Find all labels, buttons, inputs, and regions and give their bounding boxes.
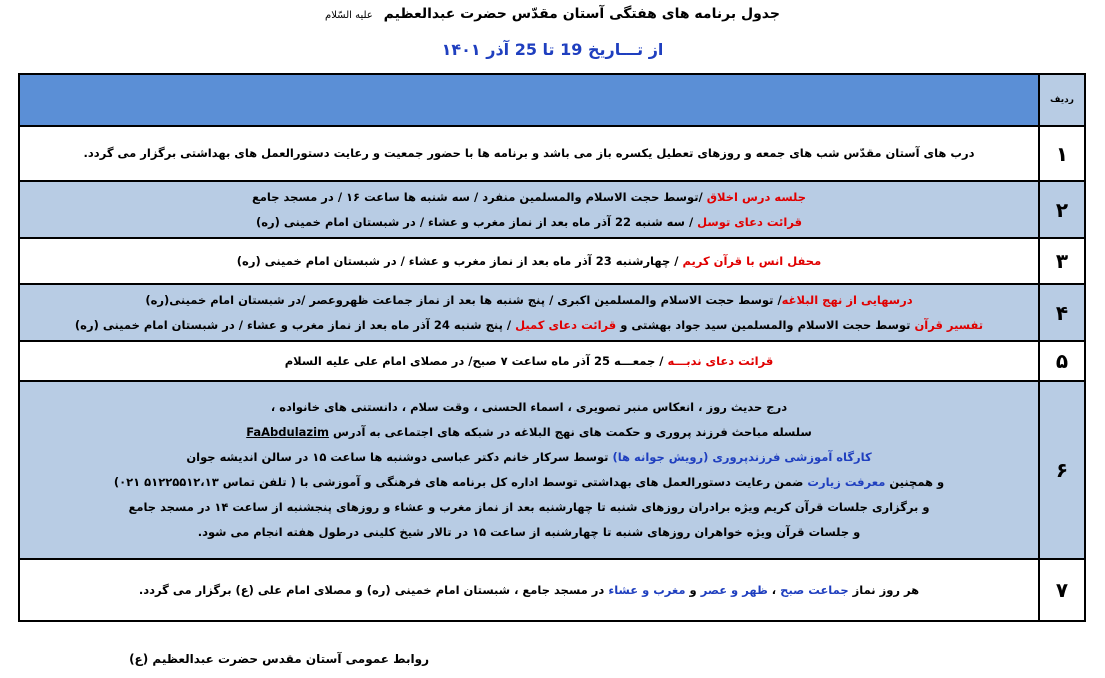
- date-range: از تـــاریخ 19 تا 25 آذر ۱۴۰۱: [441, 40, 664, 59]
- title-suffix: علیه السّلام: [325, 10, 373, 21]
- text-segment: ظهر و عصر: [700, 582, 768, 597]
- row-line: [20, 141, 1038, 166]
- text-segment: تفسیر قرآن: [914, 317, 984, 332]
- text-segment: کارگاه آموزشی فرزندپروری (رویش جوانه ها): [612, 450, 872, 464]
- row-content: [19, 238, 1039, 284]
- text-segment: جلسه درس اخلاق: [706, 189, 807, 204]
- text-segment: FaAbdulazim: [246, 425, 330, 439]
- row-number: ۶: [1039, 381, 1085, 559]
- row-line: [20, 395, 1038, 420]
- row-number: ۴: [1039, 284, 1085, 341]
- row-content: [19, 181, 1039, 238]
- text-segment: / پنج شنبه 24 آذر ماه بعد از نماز مغرب و عشاء / در شبستان امام خمینی (ره): [74, 317, 516, 332]
- footer-credit: روابط عمومی آستان مقدس حضرت عبدالعظیم (ع): [129, 652, 429, 666]
- table-row: [19, 381, 1085, 559]
- row-number: ۷: [1039, 559, 1085, 621]
- text-segment: ضمن رعایت دستورالعمل های بهداشتی توسط اداره کل برنامه های فرهنگی و آموزشی با ( تلفن تماس ۵۱۲۲۵۵۱۲،۱۳ ۰۲۱): [113, 475, 808, 489]
- text-segment: ،: [767, 582, 781, 597]
- text-segment: توسط سرکار خانم دکتر عباسی دوشنبه ها ساعت ۱۵ در سالن اندیشه جوان: [186, 450, 613, 464]
- row-line: [20, 578, 1038, 603]
- row-line: [20, 249, 1038, 274]
- schedule-table: [18, 73, 1086, 622]
- page-title: [0, 6, 1105, 22]
- row-content: [19, 381, 1039, 559]
- row-line: [20, 313, 1038, 338]
- row-number: ۲: [1039, 181, 1085, 238]
- row-content: [19, 559, 1039, 621]
- row-line: [20, 349, 1038, 374]
- text-segment: در مسجد جامع ، شبستان امام خمینی (ره) و مصلای امام علی (ع) برگزار می گردد.: [138, 582, 609, 597]
- text-segment: قرائت دعای توسل: [697, 214, 802, 229]
- row-line: [20, 185, 1038, 210]
- text-segment: درج حدیث روز ، انعکاس منبر تصویری ، اسماء الحسنی ، وقت سلام ، دانستنی های خانواده ،: [270, 400, 788, 414]
- text-segment: / توسط حجت الاسلام والمسلمین اکبری / پنج شنبه ها بعد از نماز جماعت ظهروعصر /در شبستان امام خمینی(ره): [145, 292, 782, 307]
- text-segment: سلسله مباحث فرزند پروری و حکمت های نهج البلاغه در شبکه های اجتماعی به آدرس: [329, 425, 812, 439]
- row-line: [20, 420, 1038, 445]
- text-segment: توسط حجت الاسلام والمسلمین سید جواد بهشتی و: [616, 317, 915, 332]
- text-segment: مغرب و عشاء: [608, 582, 686, 597]
- row-content: [19, 341, 1039, 381]
- text-segment: محفل انس با قرآن کریم: [682, 253, 822, 268]
- text-segment: / جمعـــه 25 آذر ماه ساعت ۷ صبح/ در مصلای امام علی علیه السلام: [284, 353, 668, 368]
- text-segment: و همچنین: [885, 475, 945, 489]
- row-line: [20, 445, 1038, 470]
- text-segment: قرائت دعای کمیل: [515, 317, 617, 332]
- table-row: [19, 559, 1085, 621]
- text-segment: / سه شنبه 22 آذر ماه بعد از نماز مغرب و عشاء / در شبستان امام خمینی (ره): [256, 214, 698, 229]
- text-segment: قرائت دعای ندبـــه: [667, 353, 774, 368]
- text-segment: / چهارشنبه 23 آذر ماه بعد از نماز مغرب و عشاء / در شبستان امام خمینی (ره): [236, 253, 683, 268]
- row-number: ۵: [1039, 341, 1085, 381]
- title-text: جدول برنامه های هفتگی آستان مقدّس حضرت عبدالعظیم: [383, 6, 780, 22]
- row-line: [20, 288, 1038, 313]
- text-segment: درب های آستان مقدّس شب های جمعه و روزهای تعطیل یکسره باز می باشد و برنامه ها با حضور جمعیت و رعایت دستورالعمل های بهداشتی برگزار می گردد.: [83, 146, 975, 160]
- text-segment: درسهایی از نهج البلاغه: [781, 292, 913, 307]
- row-number: ۱: [1039, 126, 1085, 181]
- table-row: [19, 341, 1085, 381]
- row-content: [19, 284, 1039, 341]
- text-segment: و: [685, 582, 701, 597]
- row-line: [20, 495, 1038, 520]
- row-line: [20, 470, 1038, 495]
- table-row: [19, 238, 1085, 284]
- text-segment: و جلسات قرآن ویژه خواهران روزهای شنبه تا چهارشنبه از ساعت ۱۵ در تالار شیخ کلینی درطول هفته انجام می شود.: [197, 525, 861, 539]
- header-bar: [19, 74, 1039, 126]
- text-segment: و برگزاری جلسات قرآن کریم ویژه برادران روزهای شنبه تا چهارشنبه بعد از نماز مغرب و عشاء و روزهای پنجشنبه از ساعت ۱۴ در مسجد جامع: [128, 500, 930, 514]
- text-segment: هر روز نماز: [848, 582, 920, 597]
- table-row: [19, 126, 1085, 181]
- row-line: [20, 210, 1038, 235]
- text-segment: /توسط حجت الاسلام والمسلمین منفرد / سه شنبه ها ساعت ۱۶ / در مسجد جامع: [251, 189, 707, 204]
- table-header-row: [19, 74, 1085, 126]
- table-row: [19, 181, 1085, 238]
- text-segment: معرفت زیارت: [807, 475, 886, 489]
- text-segment: جماعت صبح: [780, 582, 849, 597]
- row-number: ۳: [1039, 238, 1085, 284]
- table-row: [19, 284, 1085, 341]
- row-line: [20, 520, 1038, 545]
- column-header-row-number: ردیف: [1039, 74, 1085, 126]
- row-content: [19, 126, 1039, 181]
